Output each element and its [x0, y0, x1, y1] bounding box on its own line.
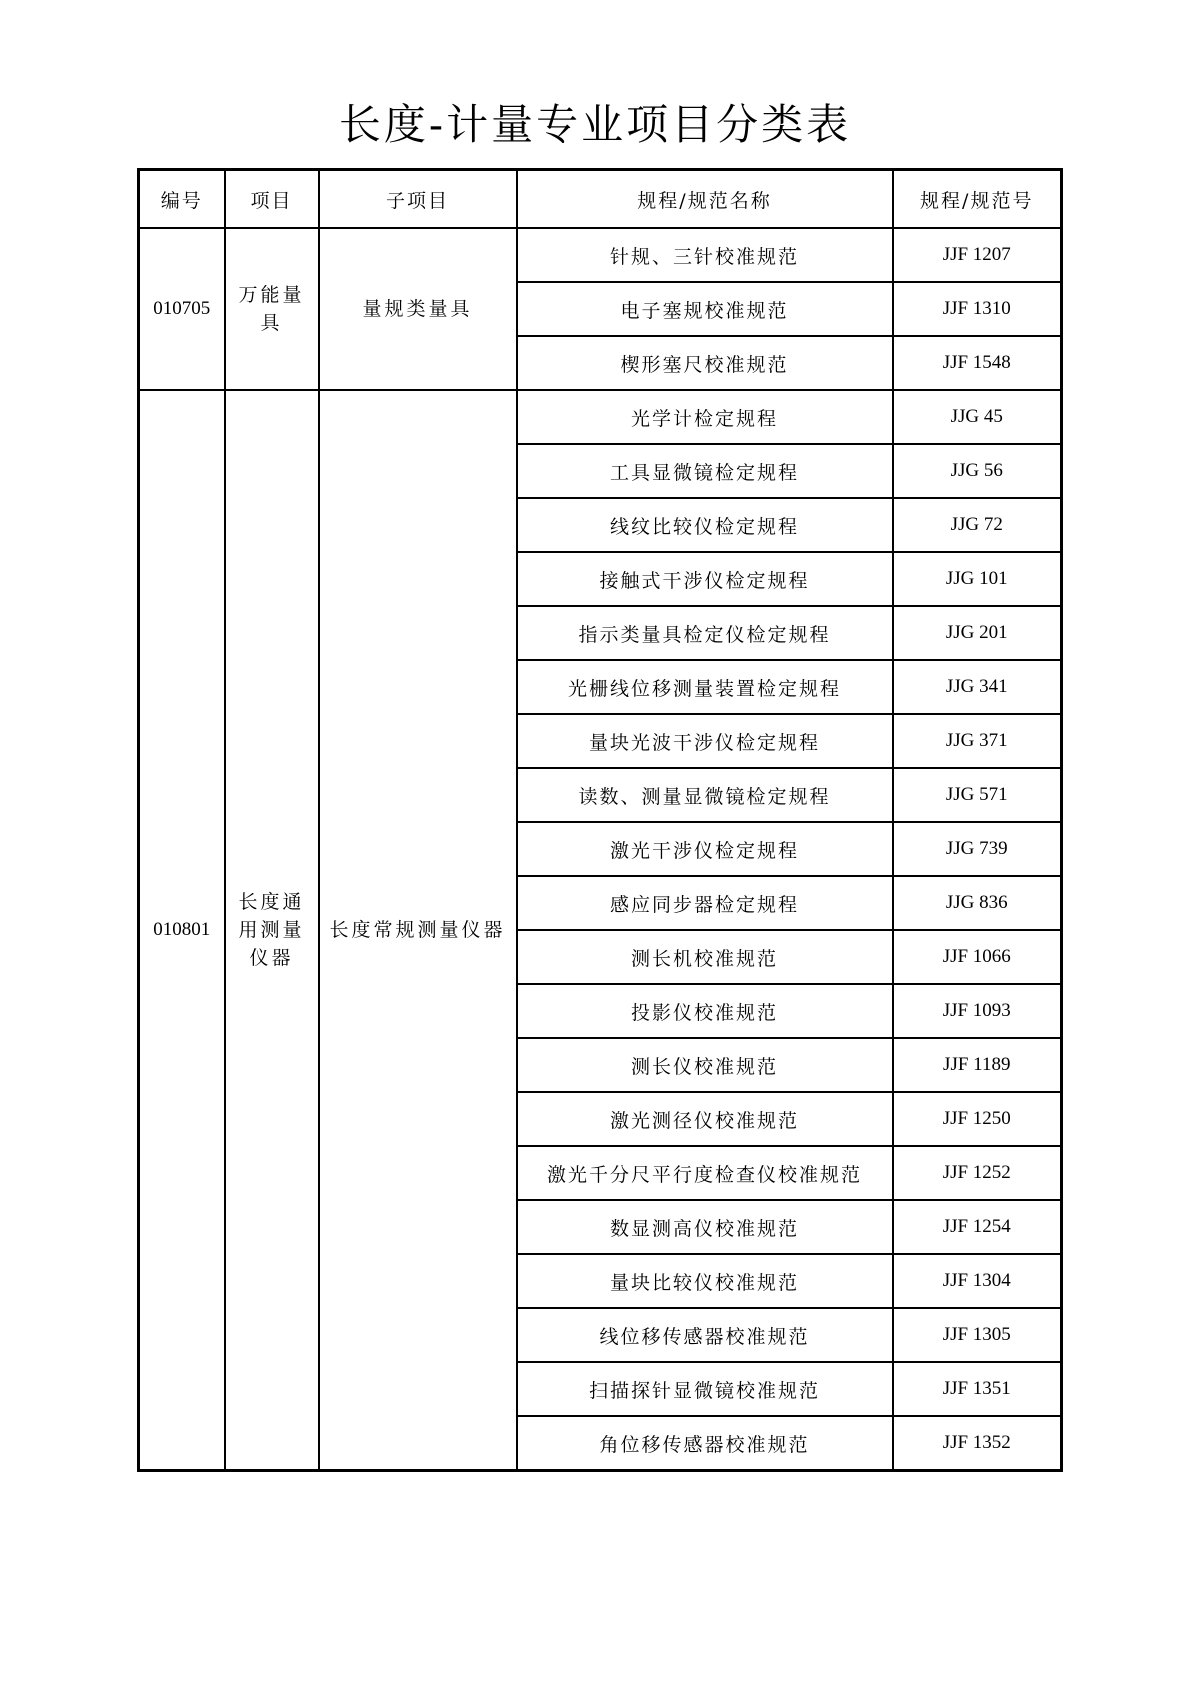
regulation-number: JJF 1254: [893, 1200, 1062, 1254]
regulation-name: 激光千分尺平行度检查仪校准规范: [517, 1146, 893, 1200]
regulation-number: JJF 1305: [893, 1308, 1062, 1362]
page-title: 长度-计量专业项目分类表: [338, 100, 852, 149]
regulation-name: 投影仪校准规范: [517, 984, 893, 1038]
regulation-number: JJG 341: [893, 660, 1062, 714]
regulation-name: 楔形塞尺校准规范: [517, 336, 893, 390]
regulation-name: 光栅线位移测量装置检定规程: [517, 660, 893, 714]
regulation-number: JJF 1066: [893, 930, 1062, 984]
regulation-number: JJF 1548: [893, 336, 1062, 390]
regulation-name: 激光干涉仪检定规程: [517, 822, 893, 876]
regulation-name: 测长机校准规范: [517, 930, 893, 984]
regulation-name: 感应同步器检定规程: [517, 876, 893, 930]
group-code: 010705: [139, 228, 225, 390]
group-item-line: 万能量: [238, 284, 305, 306]
regulation-number: JJF 1250: [893, 1092, 1062, 1146]
regulation-number: JJG 836: [893, 876, 1062, 930]
table-row: [139, 390, 1062, 444]
group-sub-item: 长度常规测量仪器: [319, 390, 517, 1471]
regulation-number: JJF 1351: [893, 1362, 1062, 1416]
group-item-line: 长度通: [238, 891, 305, 913]
regulation-number: JJF 1093: [893, 984, 1062, 1038]
header-regulation-name: 规程/规范名称: [517, 170, 893, 229]
regulation-name: 接触式干涉仪检定规程: [517, 552, 893, 606]
regulation-number: JJG 371: [893, 714, 1062, 768]
regulation-number: JJG 571: [893, 768, 1062, 822]
group-item-line: 仪器: [249, 947, 294, 969]
group-sub-item: 量规类量具: [319, 228, 517, 390]
regulation-number: JJG 739: [893, 822, 1062, 876]
regulation-number: JJF 1352: [893, 1416, 1062, 1471]
regulation-name: 测长仪校准规范: [517, 1038, 893, 1092]
regulation-name: 电子塞规校准规范: [517, 282, 893, 336]
regulation-name: 量块比较仪校准规范: [517, 1254, 893, 1308]
regulation-name: 读数、测量显微镜检定规程: [517, 768, 893, 822]
regulation-name: 针规、三针校准规范: [517, 228, 893, 282]
regulation-number: JJF 1310: [893, 282, 1062, 336]
group-item: [225, 390, 319, 1471]
regulation-name: 扫描探针显微镜校准规范: [517, 1362, 893, 1416]
regulation-number: JJF 1252: [893, 1146, 1062, 1200]
header-item: 项目: [225, 170, 319, 229]
regulation-number: JJF 1207: [893, 228, 1062, 282]
group-item: [225, 228, 319, 390]
classification-table: [137, 168, 1063, 1472]
regulation-number: JJG 45: [893, 390, 1062, 444]
header-sub-item: 子项目: [319, 170, 517, 229]
group-item-line: 具: [260, 312, 283, 334]
regulation-name: 光学计检定规程: [517, 390, 893, 444]
table-header-row: [139, 170, 1062, 229]
regulation-name: 数显测高仪校准规范: [517, 1200, 893, 1254]
regulation-number: JJG 101: [893, 552, 1062, 606]
regulation-number: JJG 72: [893, 498, 1062, 552]
regulation-number: JJF 1189: [893, 1038, 1062, 1092]
regulation-name: 指示类量具检定仪检定规程: [517, 606, 893, 660]
header-code: 编号: [139, 170, 225, 229]
regulation-name: 量块光波干涉仪检定规程: [517, 714, 893, 768]
regulation-name: 激光测径仪校准规范: [517, 1092, 893, 1146]
regulation-name: 工具显微镜检定规程: [517, 444, 893, 498]
regulation-number: JJF 1304: [893, 1254, 1062, 1308]
regulation-name: 线位移传感器校准规范: [517, 1308, 893, 1362]
regulation-number: JJG 201: [893, 606, 1062, 660]
table-body: [139, 228, 1062, 1471]
regulation-name: 角位移传感器校准规范: [517, 1416, 893, 1471]
table-row: [139, 228, 1062, 282]
group-item-line: 用测量: [238, 919, 305, 941]
regulation-number: JJG 56: [893, 444, 1062, 498]
group-code: 010801: [139, 390, 225, 1471]
regulation-name: 线纹比较仪检定规程: [517, 498, 893, 552]
header-regulation-number: 规程/规范号: [893, 170, 1062, 229]
